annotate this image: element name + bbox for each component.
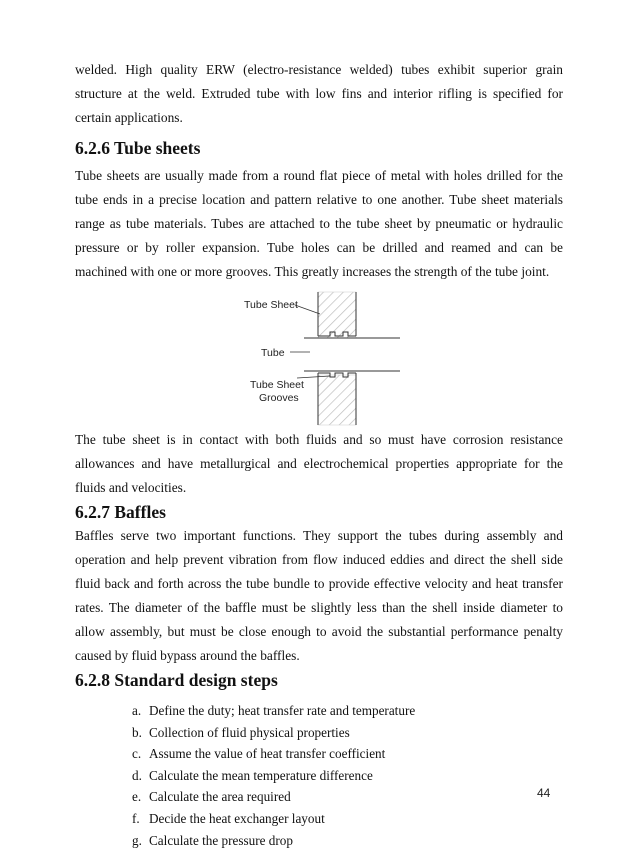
list-item: e. Calculate the area required bbox=[132, 789, 291, 805]
design-steps-list bbox=[75, 700, 563, 851]
heading-baffles: 6.2.7 Baffles bbox=[75, 502, 166, 522]
baffles-paragraph: Baffles serve two important functions. They support the tubes during assembly and operation and help prevent vibration from flow induced eddies and direct the shell side fluid back and forth across the tube bundle to provide effective velocity and heat transfer rates. The diameter of the baffle must be slightly less than the shell inside diameter to allow assembly, but must be close enough to avoid the substantial performance penalty caused by fluid bypass around the baffles. bbox=[75, 528, 563, 663]
list-item: d. Calculate the mean temperature difference bbox=[132, 767, 373, 783]
label-grooves-line1: Tube Sheet bbox=[250, 379, 304, 391]
list-item: g. Calculate the pressure drop bbox=[132, 832, 293, 848]
tube-sheets-paragraph: Tube sheets are usually made from a round flat piece of metal with holes drilled for the tube ends in a precise location and pattern relative to one another. Tube sheet materials range as tube materials. Tubes are attached to the tube sheet by pneumatic or hydraulic pressure or by roller expansion. Tube holes can be drilled and reamed and can be machined with one or more grooves. This greatly increases the strength of the tube joint. bbox=[75, 168, 563, 279]
list-item: c. Assume the value of heat transfer coefficient bbox=[132, 746, 386, 762]
heading-tube-sheets: 6.2.6 Tube sheets bbox=[75, 138, 201, 158]
page-number: 44 bbox=[537, 786, 551, 800]
list-item: f. Decide the heat exchanger layout bbox=[132, 810, 325, 826]
tube-sheet-contact-paragraph: The tube sheet is in contact with both fluids and so must have corrosion resistance allowances and have metallurgical and electrochemical properties appropriate for the fluids and velocities. bbox=[75, 432, 563, 495]
lower-tube-sheet bbox=[318, 375, 356, 425]
label-grooves-line2: Grooves bbox=[259, 392, 299, 404]
heading-design-steps: 6.2.8 Standard design steps bbox=[75, 670, 278, 690]
list-item: b. Collection of fluid physical properties bbox=[132, 724, 350, 740]
tube bbox=[304, 338, 400, 371]
document-page bbox=[75, 58, 563, 851]
list-item: a. Define the duty; heat transfer rate and temperature bbox=[132, 703, 416, 718]
tube-sheet-figure bbox=[75, 286, 563, 426]
intro-paragraph: welded. High quality ERW (electro-resistance welded) tubes exhibit superior grain structure at the weld. Extruded tube with low fins and interior rifling is specified for certain applications. bbox=[75, 62, 563, 125]
label-tube-sheet: Tube Sheet bbox=[244, 299, 298, 311]
label-tube: Tube bbox=[261, 347, 285, 359]
tube-sheet-diagram bbox=[240, 286, 400, 426]
